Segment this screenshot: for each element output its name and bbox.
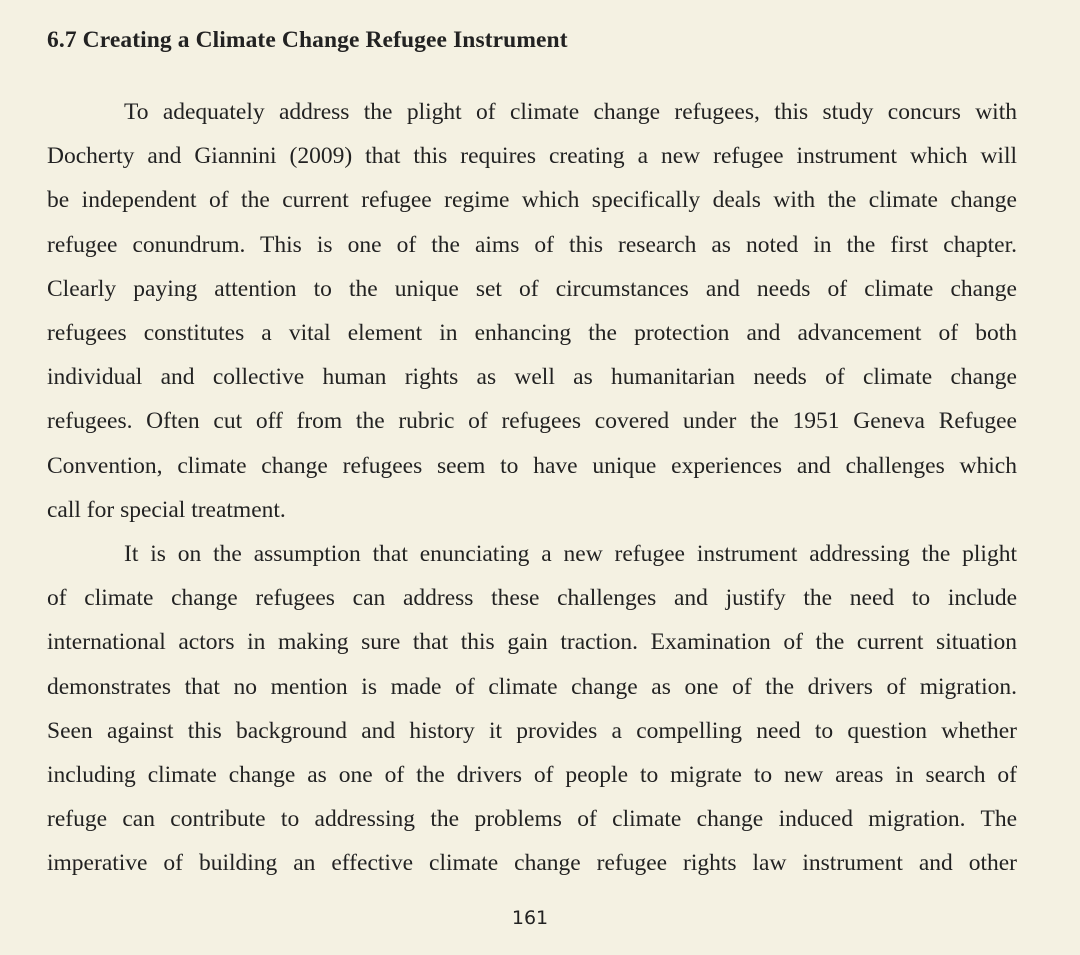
text-line: refuge can contribute to addressing the problems of climate change induced migration. The	[47, 806, 1017, 833]
body-text	[47, 90, 1017, 886]
text-line: call for special treatment.	[47, 496, 286, 523]
text-line: refugees constitutes a vital element in enhancing the protection and advancement of both	[47, 320, 1017, 347]
text-line: international actors in making sure that this gain traction. Examination of the current situation	[47, 629, 1017, 656]
section-heading: 6.7 Creating a Climate Change Refugee Instrument	[47, 27, 568, 53]
text-line: Seen against this background and history it provides a compelling need to question whether	[47, 717, 1017, 744]
page-number: 161	[511, 907, 549, 929]
text-line: individual and collective human rights as well as humanitarian needs of climate change	[47, 364, 1017, 391]
text-line: refugees. Often cut off from the rubric of refugees covered under the 1951 Geneva Refugee	[47, 408, 1017, 435]
text-line: To adequately address the plight of climate change refugees, this study concurs with	[124, 99, 1017, 125]
paragraph	[47, 90, 1017, 532]
text-line: of climate change refugees can address these challenges and justify the need to include	[47, 585, 1017, 612]
text-line: imperative of building an effective climate change refugee rights law instrument and other	[47, 850, 1017, 877]
text-line: refugee conundrum. This is one of the aims of this research as noted in the first chapter.	[47, 231, 1017, 258]
text-line: Convention, climate change refugees seem to have unique experiences and challenges which	[47, 452, 1017, 479]
text-line: including climate change as one of the drivers of people to migrate to new areas in search of	[47, 762, 1017, 789]
text-line: Docherty and Giannini (2009) that this requires creating a new refugee instrument which will	[47, 143, 1017, 170]
text-line: be independent of the current refugee regime which specifically deals with the climate change	[47, 187, 1017, 214]
paragraph	[47, 532, 1017, 886]
text-line: It is on the assumption that enunciating a new refugee instrument addressing the plight	[124, 541, 1017, 568]
text-line: demonstrates that no mention is made of climate change as one of the drivers of migration.	[47, 673, 1017, 700]
text-line: Clearly paying attention to the unique set of circumstances and needs of climate change	[47, 275, 1017, 302]
